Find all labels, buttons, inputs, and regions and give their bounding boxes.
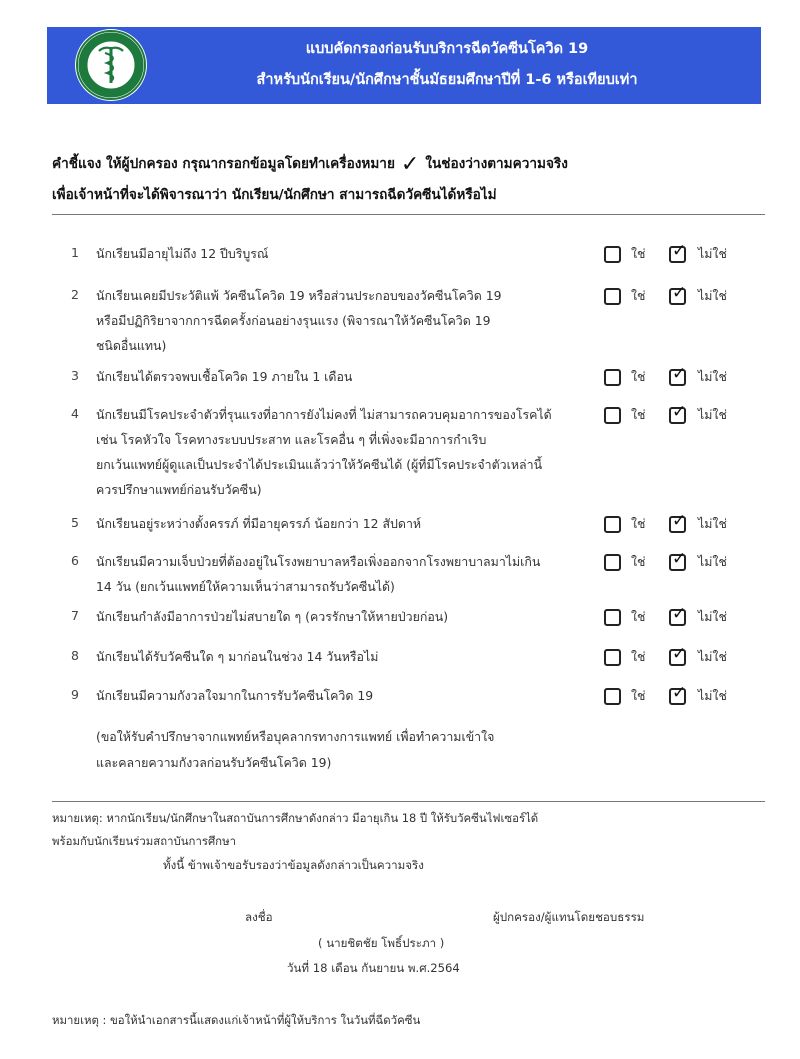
final-note: หมายเหตุ : ขอให้นำเอกสารนี้แสดงแก่เจ้าหน้าที่ผู้ให้บริการ ในวันที่ฉีดวัคซีน — [52, 1013, 421, 1027]
no-label: ไม่ใช่ — [698, 407, 727, 422]
question-number: 5 — [71, 515, 79, 530]
yes-label: ใช่ — [631, 688, 646, 703]
yes-label: ใช่ — [631, 554, 646, 569]
check-icon: ✓ — [672, 683, 687, 703]
form-title: แบบคัดกรองก่อนรับบริการฉีดวัคซีนโควิด 19 — [305, 41, 589, 57]
question-number: 4 — [71, 406, 79, 421]
question-text: ชนิดอื่นแทน) — [96, 338, 167, 353]
form-subtitle: สำหรับนักเรียน/นักศึกษาชั้นมัธยมศึกษาปีที่ 1-6 หรือเทียบเท่า — [256, 72, 638, 88]
yes-checkbox[interactable] — [604, 554, 621, 571]
question-text: นักเรียนได้รับวัคซีนใด ๆ มาก่อนในช่วง 14 วันหรือไม่ — [96, 649, 379, 664]
instructions-text: คำชี้แจง ให้ผู้ปกครอง กรุณากรอกข้อมูลโดยทำเครื่องหมาย — [52, 156, 395, 172]
no-label: ไม่ใช่ — [698, 609, 727, 624]
question-number: 6 — [71, 553, 79, 568]
yes-checkbox[interactable] — [604, 516, 621, 533]
yes-checkbox[interactable] — [604, 609, 621, 626]
question-text: ควรปรึกษาแพทย์ก่อนรับวัคซีน) — [96, 482, 262, 497]
remark-line1: หมายเหตุ: หากนักเรียน/นักศึกษาในสถาบันการศึกษาดังกล่าว มีอายุเกิน 18 ปี ให้รับวัคซีนไฟเซอร์ได้ — [52, 811, 539, 825]
guardian-label: ผู้ปกครอง/ผู้แทนโดยชอบธรรม — [493, 910, 645, 924]
question-number: 1 — [71, 245, 79, 260]
no-label: ไม่ใช่ — [698, 246, 727, 261]
signer-name: ( นายชิตชัย โพธิ์ประภา ) — [318, 936, 445, 950]
question-number: 3 — [71, 368, 79, 383]
divider-bottom — [52, 801, 765, 802]
question-text: นักเรียนได้ตรวจพบเชื้อโควิด 19 ภายใน 1 เดือน — [96, 369, 353, 384]
no-checkbox[interactable] — [669, 644, 687, 666]
yes-label: ใช่ — [631, 609, 646, 624]
no-checkbox[interactable] — [669, 511, 687, 533]
question-text: นักเรียนมีอายุไม่ถึง 12 ปีบริบูรณ์ — [96, 246, 269, 261]
check-icon: ✓ — [672, 402, 687, 422]
yes-label: ใช่ — [631, 516, 646, 531]
question-text: เช่น โรคหัวใจ โรคทางระบบประสาท และโรคอื่น ๆ ที่เพิ่งจะมีอาการกำเริบ — [96, 432, 487, 447]
no-checkbox[interactable] — [669, 241, 687, 263]
yes-label: ใช่ — [631, 407, 646, 422]
check-icon: ✓ — [672, 604, 687, 624]
check-icon: ✓ — [672, 241, 687, 261]
check-icon: ✓ — [672, 364, 687, 384]
question-text: หรือมีปฏิกิริยาจากการฉีดครั้งก่อนอย่างรุนแรง (พิจารณาให้วัคซีนโควิด 19 — [96, 313, 491, 328]
question-text: นักเรียนอยู่ระหว่างตั้งครรภ์ ที่มีอายุครรภ์ น้อยกว่า 12 สัปดาห์ — [96, 516, 422, 531]
question-text: นักเรียนกำลังมีอาการป่วยไม่สบายใด ๆ (ควรรักษาให้หายป่วยก่อน) — [96, 609, 449, 624]
no-label: ไม่ใช่ — [698, 369, 727, 384]
question-number: 8 — [71, 648, 79, 663]
no-label: ไม่ใช่ — [698, 688, 727, 703]
question-number: 9 — [71, 687, 79, 702]
yes-checkbox[interactable] — [604, 649, 621, 666]
no-checkbox[interactable] — [669, 549, 687, 571]
no-label: ไม่ใช่ — [698, 516, 727, 531]
no-label: ไม่ใช่ — [698, 554, 727, 569]
yes-checkbox[interactable] — [604, 288, 621, 305]
yes-label: ใช่ — [631, 288, 646, 303]
advice-line2: และคลายความกังวลก่อนรับวัคซีนโควิด 19) — [96, 755, 332, 770]
yes-checkbox[interactable] — [604, 407, 621, 424]
advice-line1: (ขอให้รับคำปรึกษาจากแพทย์หรือบุคลากรทางการแพทย์ เพื่อทำความเข้าใจ — [96, 729, 495, 744]
no-label: ไม่ใช่ — [698, 649, 727, 664]
check-icon: ✓ — [672, 511, 687, 531]
question-text: นักเรียนมีความกังวลใจมากในการรับวัคซีนโควิด 19 — [96, 688, 374, 703]
remark-line2: พร้อมกับนักเรียนร่วมสถาบันการศึกษา — [52, 834, 236, 848]
divider-top — [52, 214, 765, 215]
yes-label: ใช่ — [631, 246, 646, 261]
sign-date: วันที่ 18 เดือน กันยายน พ.ศ.2564 — [287, 961, 460, 975]
question-text: นักเรียนมีโรคประจำตัวที่รุนแรงที่อาการยังไม่คงที่ ไม่สามารถควบคุมอาการของโรคได้ — [96, 407, 552, 422]
yes-label: ใช่ — [631, 369, 646, 384]
question-text: นักเรียนมีความเจ็บป่วยที่ต้องอยู่ในโรงพยาบาลหรือเพิ่งออกจากโรงพยาบาลมาไม่เกิน — [96, 554, 541, 569]
question-number: 7 — [71, 608, 79, 623]
yes-checkbox[interactable] — [604, 246, 621, 263]
question-text: นักเรียนเคยมีประวัติแพ้ วัคซีนโควิด 19 หรือส่วนประกอบของวัคซีนโควิด 19 — [96, 288, 502, 303]
yes-checkbox[interactable] — [604, 688, 621, 705]
sign-label: ลงชื่อ — [245, 910, 273, 924]
no-checkbox[interactable] — [669, 402, 687, 424]
header-banner — [47, 27, 761, 104]
yes-label: ใช่ — [631, 649, 646, 664]
ministry-logo — [75, 29, 147, 101]
question-number: 2 — [71, 287, 79, 302]
check-icon: ✓ — [672, 283, 687, 303]
check-icon: ✓ — [672, 644, 687, 664]
instructions-line2: เพื่อเจ้าหน้าที่จะได้พิจารณาว่า นักเรียน/นักศึกษา สามารถฉีดวัคซีนได้หรือไม่ — [52, 187, 497, 203]
certify-statement: ทั้งนี้ ข้าพเจ้าขอรับรองว่าข้อมูลดังกล่าวเป็นความจริง — [163, 858, 424, 872]
check-icon: ✓ — [672, 549, 687, 569]
no-checkbox[interactable] — [669, 683, 687, 705]
no-checkbox[interactable] — [669, 283, 687, 305]
no-checkbox[interactable] — [669, 604, 687, 626]
no-label: ไม่ใช่ — [698, 288, 727, 303]
question-text: 14 วัน (ยกเว้นแพทย์ให้ความเห็นว่าสามารถรับวัคซีนได้) — [96, 579, 395, 594]
question-text: ยกเว้นแพทย์ผู้ดูแลเป็นประจำได้ประเมินแล้วว่าให้วัคซีนได้ (ผู้ที่มีโรคประจำตัวเหล่านี้ — [96, 457, 543, 472]
yes-checkbox[interactable] — [604, 369, 621, 386]
checkmark-icon: ✓ — [400, 152, 420, 177]
instructions-text-cont: ในช่องว่างตามความจริง — [425, 156, 568, 172]
instructions-line1 — [52, 152, 752, 177]
no-checkbox[interactable] — [669, 364, 687, 386]
